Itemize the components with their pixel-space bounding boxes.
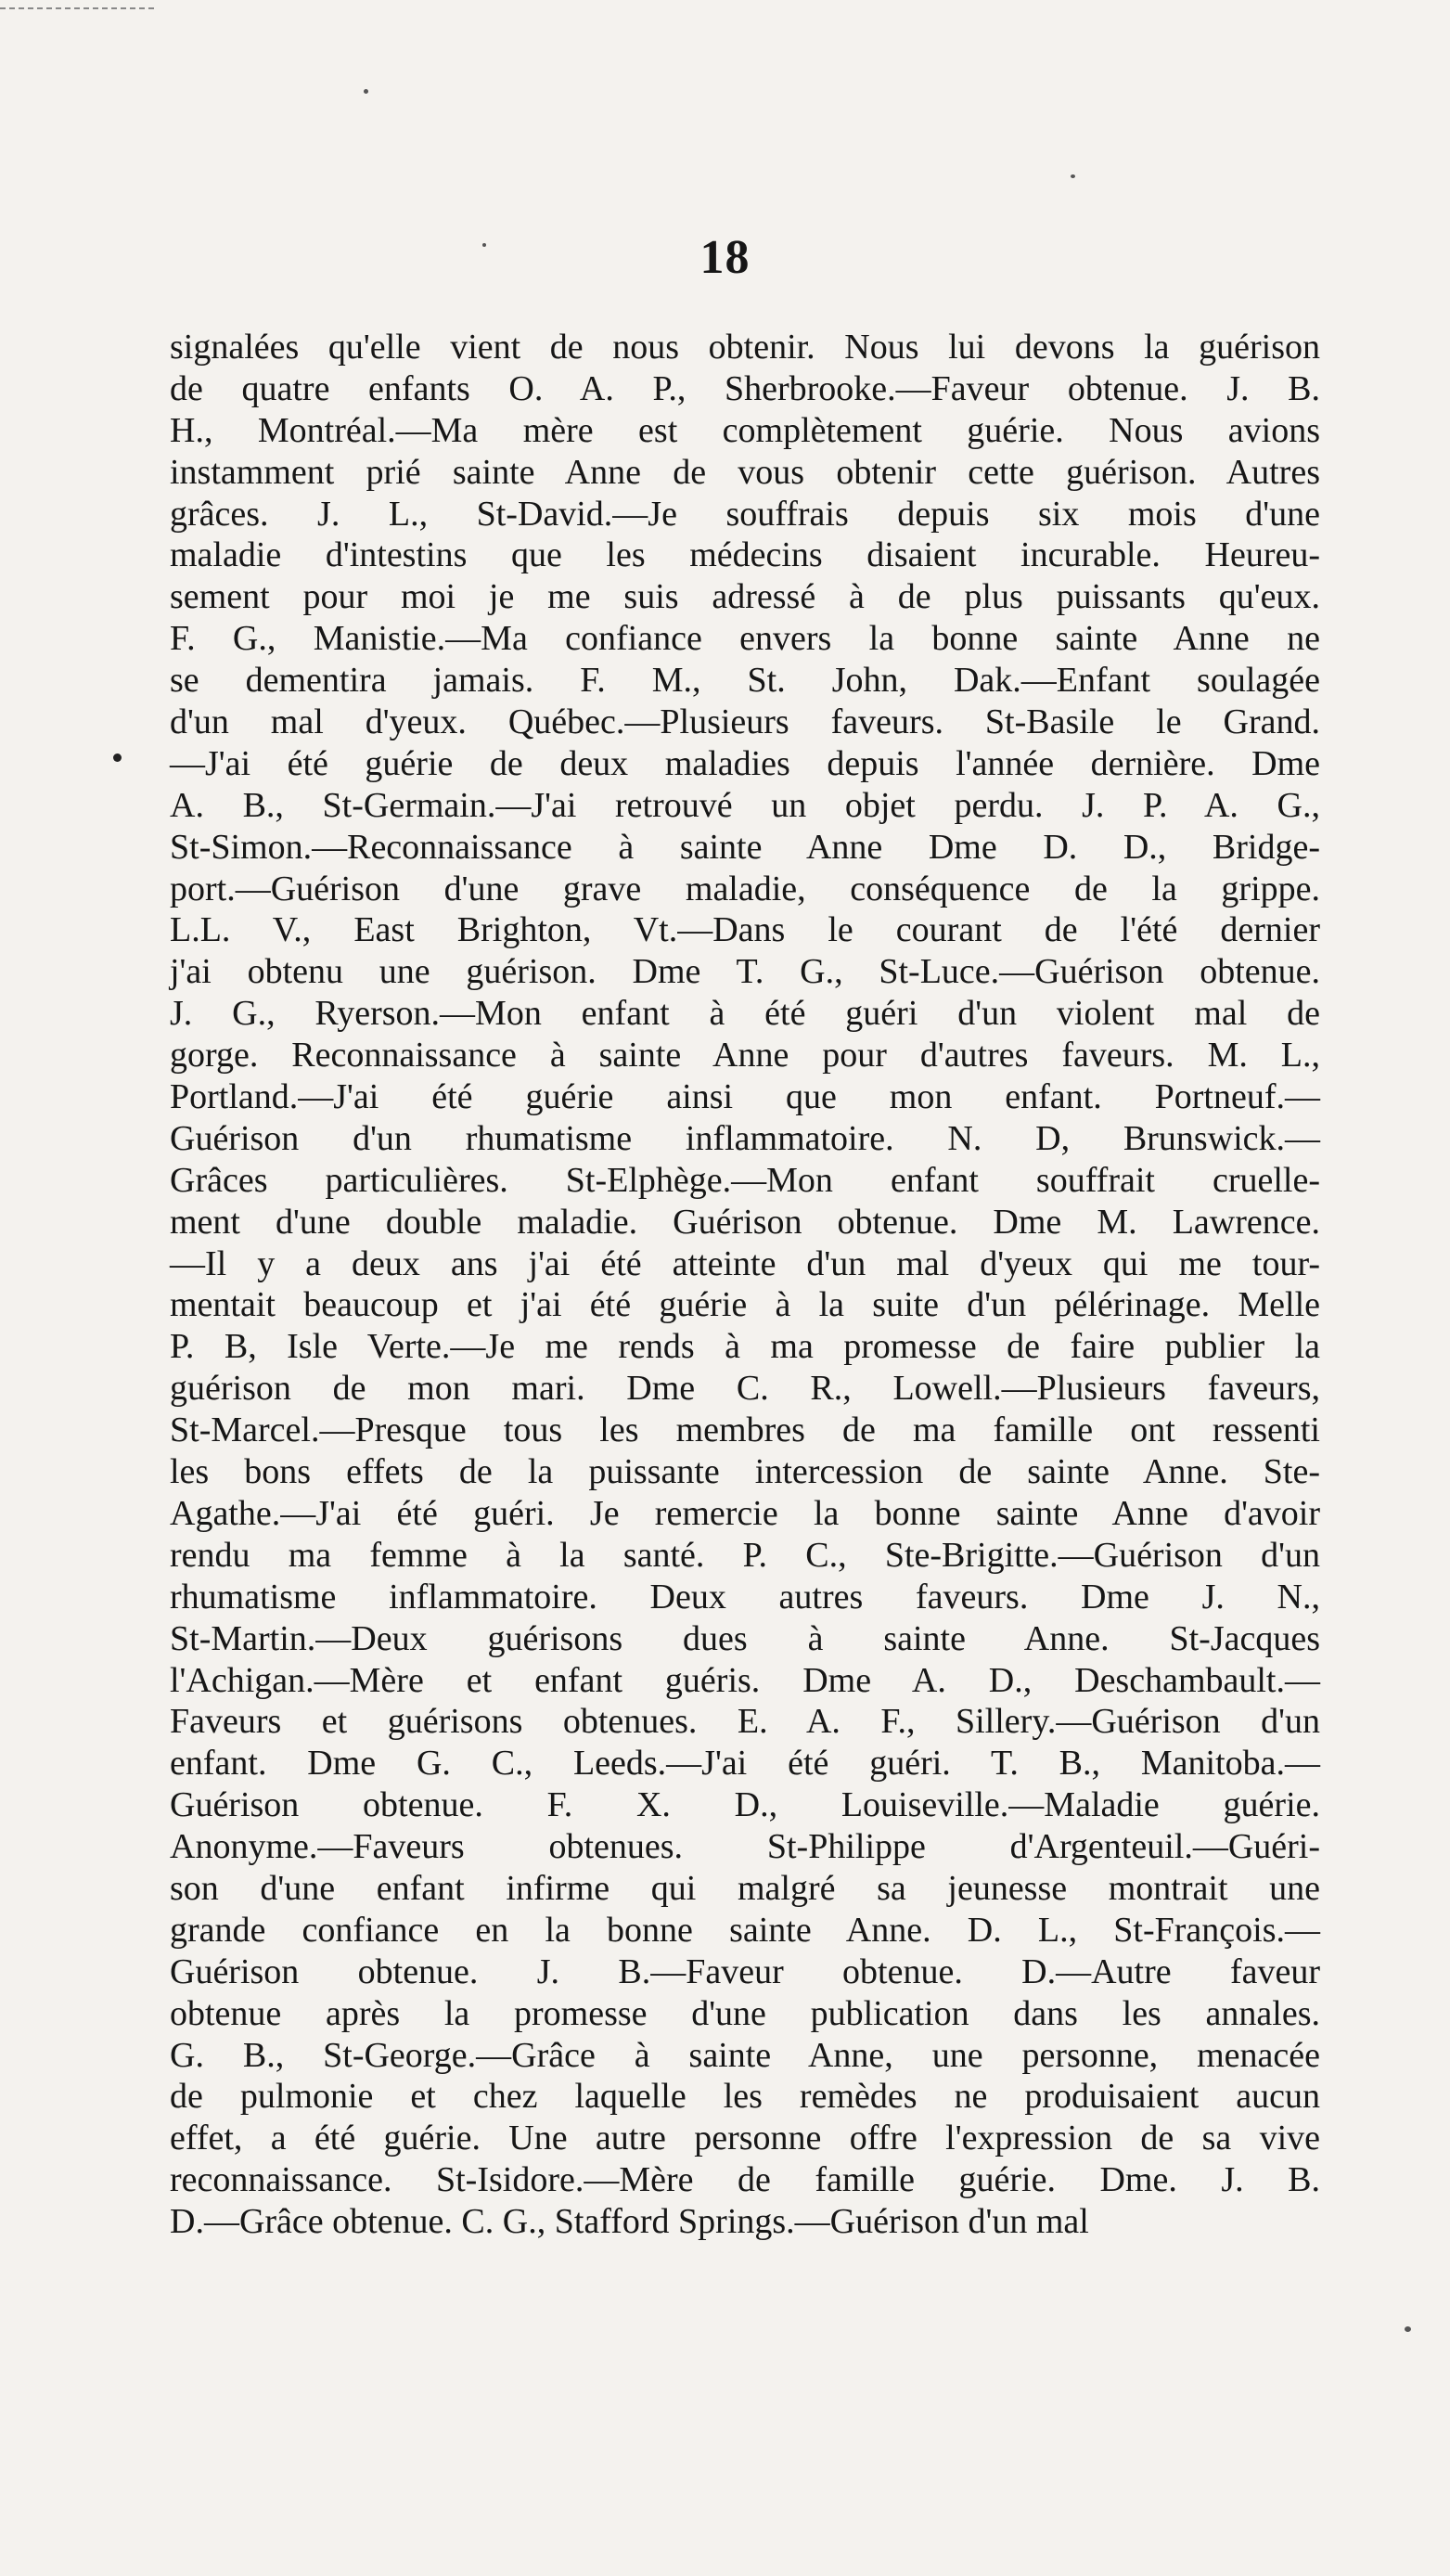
text-line: effet, a été guérie. Une autre personne offre l'expression de sa vive (170, 2119, 1320, 2158)
text-line: A. B., St-Germain.—J'ai retrouvé un objet perdu. J. P. A. G., (170, 785, 1320, 825)
text-line: Portland.—J'ai été guérie ainsi que mon enfant. Portneuf.— (170, 1077, 1320, 1117)
text-line: J. G., Ryerson.—Mon enfant à été guéri d'un violent mal de (170, 994, 1320, 1034)
text-line: G. B., St-George.—Grâce à sainte Anne, une personne, menacée (170, 2035, 1320, 2075)
text-line: P. B, Isle Verte.—Je me rends à ma promesse de faire publier la (170, 1327, 1320, 1367)
text-line: de quatre enfants O. A. P., Sherbrooke.—Faveur obtenue. J. B. (170, 368, 1320, 408)
text-line: son d'une enfant infirme qui malgré sa jeunesse montrait une (170, 1868, 1320, 1908)
text-line: —Il y a deux ans j'ai été atteinte d'un mal d'yeux qui me tour- (170, 1243, 1320, 1283)
text-line: Grâces particulières. St-Elphège.—Mon enfant souffrait cruelle- (170, 1160, 1320, 1200)
page-number: 18 (699, 231, 751, 284)
text-line: gorge. Reconnaissance à sainte Anne pour d'autres faveurs. M. L., (170, 1036, 1320, 1075)
text-line: signalées qu'elle vient de nous obtenir. Nous lui devons la guérison (170, 328, 1320, 367)
text-line: St-Marcel.—Presque tous les membres de ma famille ont ressenti (170, 1410, 1320, 1450)
text-line: Faveurs et guérisons obtenues. E. A. F., Sillery.—Guérison d'un (170, 1702, 1320, 1742)
ink-speck (1405, 2326, 1411, 2332)
text-line: j'ai obtenu une guérison. Dme T. G., St-Luce.—Guérison obtenue. (170, 952, 1320, 992)
text-line: —J'ai été guérie de deux maladies depuis l'année dernière. Dme (170, 743, 1320, 783)
text-line: grâces. J. L., St-David.—Je souffrais depuis six mois d'une (170, 494, 1320, 534)
text-line: L.L. V., East Brighton, Vt.—Dans le courant de l'été dernier (170, 910, 1320, 950)
text-line: reconnaissance. St-Isidore.—Mère de famille guérie. Dme. J. B. (170, 2160, 1320, 2200)
text-line: l'Achigan.—Mère et enfant guéris. Dme A. D., Deschambault.— (170, 1660, 1320, 1700)
text-line: instamment prié sainte Anne de vous obtenir cette guérison. Autres (170, 452, 1320, 492)
text-line: se dementira jamais. F. M., St. John, Dak.—Enfant soulagée (170, 661, 1320, 701)
text-line: maladie d'intestins que les médecins disaient incurable. Heureu- (170, 535, 1320, 575)
text-line: St-Simon.—Reconnaissance à sainte Anne Dme D. D., Bridge- (170, 827, 1320, 867)
text-line: guérison de mon mari. Dme C. R., Lowell.—Plusieurs faveurs, (170, 1369, 1320, 1409)
text-line: Guérison d'un rhumatisme inflammatoire. N. D, Brunswick.— (170, 1118, 1320, 1158)
text-line: obtenue après la promesse d'une publication dans les annales. (170, 1993, 1320, 2033)
ink-speck (364, 89, 368, 94)
text-line: port.—Guérison d'une grave maladie, conséquence de la grippe. (170, 869, 1320, 908)
text-line: grande confiance en la bonne sainte Anne. D. L., St-François.— (170, 1910, 1320, 1950)
text-line: Guérison obtenue. J. B.—Faveur obtenue. D.—Autre faveur (170, 1951, 1320, 1991)
text-line: ment d'une double maladie. Guérison obtenue. Dme M. Lawrence. (170, 1202, 1320, 1242)
text-line: enfant. Dme G. C., Leeds.—J'ai été guéri. T. B., Manitoba.— (170, 1744, 1320, 1784)
ink-speck (1071, 174, 1075, 178)
text-line: rhumatisme inflammatoire. Deux autres faveurs. Dme J. N., (170, 1577, 1320, 1616)
text-line: Anonyme.—Faveurs obtenues. St-Philippe d'Argenteuil.—Guéri- (170, 1827, 1320, 1867)
text-line: rendu ma femme à la santé. P. C., Ste-Brigitte.—Guérison d'un (170, 1535, 1320, 1575)
text-line: D.—Grâce obtenue. C. G., Stafford Springs.—Guérison d'un mal (170, 2202, 1089, 2242)
text-line: Guérison obtenue. F. X. D., Louiseville.—Maladie guérie. (170, 1785, 1320, 1825)
top-dashed-rule (0, 7, 158, 9)
text-line: sement pour moi je me suis adressé à de plus puissants qu'eux. (170, 577, 1320, 617)
text-line: F. G., Manistie.—Ma confiance envers la bonne sainte Anne ne (170, 619, 1320, 659)
text-line: d'un mal d'yeux. Québec.—Plusieurs faveurs. St-Basile le Grand. (170, 702, 1320, 742)
margin-bullet (113, 753, 122, 762)
body-text (170, 327, 1320, 2243)
text-line: St-Martin.—Deux guérisons dues à sainte Anne. St-Jacques (170, 1618, 1320, 1658)
text-line: H., Montréal.—Ma mère est complètement guérie. Nous avions (170, 410, 1320, 450)
text-line: Agathe.—J'ai été guéri. Je remercie la bonne sainte Anne d'avoir (170, 1493, 1320, 1533)
text-line: de pulmonie et chez laquelle les remèdes ne produisaient aucun (170, 2077, 1320, 2117)
text-line: les bons effets de la puissante intercession de sainte Anne. Ste- (170, 1452, 1320, 1492)
text-line: mentait beaucoup et j'ai été guérie à la suite d'un pélérinage. Melle (170, 1285, 1320, 1325)
